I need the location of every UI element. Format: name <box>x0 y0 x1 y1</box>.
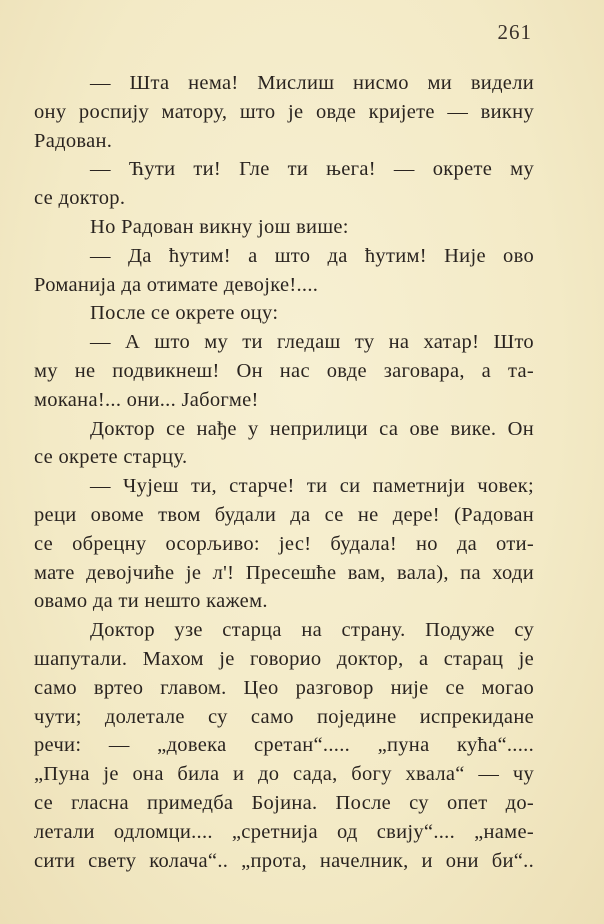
text-line: Но Радован викну још више: <box>90 215 349 238</box>
text-line: шапутали. Махом је говорио доктор, а старац је <box>34 647 534 670</box>
page-number: 261 <box>497 20 532 44</box>
text-line: се гласна примедба Бојина. После су опет до- <box>34 791 534 814</box>
text-line: — Шта нема! Мислиш нисмо ми видели <box>90 72 534 94</box>
text-line: — Да ћутим! а што да ћутим! Није ово <box>90 244 534 267</box>
text-line: Радован. <box>34 129 113 152</box>
text-line: — Чујеш ти, старче! ти си паметнији човек; <box>90 475 534 498</box>
text-line: реци овоме твом будали да се не дере! (Радован <box>34 503 534 526</box>
text-line: летали одломци.... „сретнија од свију“.... „наме- <box>34 820 534 843</box>
text-line: — Ћути ти! Гле ти њега! — окрете му <box>90 158 534 181</box>
text-line: овамо да ти нешто кажем. <box>34 590 268 613</box>
text-line: сити свету колача“.. „прота, начелник, и они би“.. <box>34 849 534 872</box>
body-text <box>34 69 534 875</box>
text-line: речи: — „довека сретан“..... „пуна кућа“..... <box>34 734 534 757</box>
text-line: се окрете старцу. <box>34 446 188 469</box>
text-line: После се окрете оцу: <box>90 302 279 325</box>
text-line: мокана!... они... Јабогме! <box>34 388 259 411</box>
text-line: „Пуна је она била и до сада, богу хвала“ — чу <box>34 763 534 786</box>
text-line: чути; долетале су само поједине испрекидане <box>34 705 534 728</box>
text-line: се обрецну осорљиво: јес! будала! но да оти- <box>34 532 534 555</box>
text-line: се доктор. <box>34 187 126 210</box>
text-line: — А што му ти гледаш ту на хатар! Што <box>90 331 534 354</box>
text-line: му не подвикнеш! Он нас овде заговара, а та- <box>34 359 534 382</box>
text-line: Романија да отимате девојке!.... <box>34 273 319 296</box>
text-line: само вртео главом. Цео разговор није се могао <box>34 676 534 699</box>
text-line: мате девојчиће је л'! Пресешће вам, вала), па ходи <box>34 561 534 584</box>
text-line: ону роспију матору, што је овде кријете — викну <box>34 100 534 123</box>
text-line: Доктор узе старца на страну. Подуже су <box>90 619 534 642</box>
text-line: Доктор се нађе у неприлици са ове вике. Он <box>90 417 534 440</box>
